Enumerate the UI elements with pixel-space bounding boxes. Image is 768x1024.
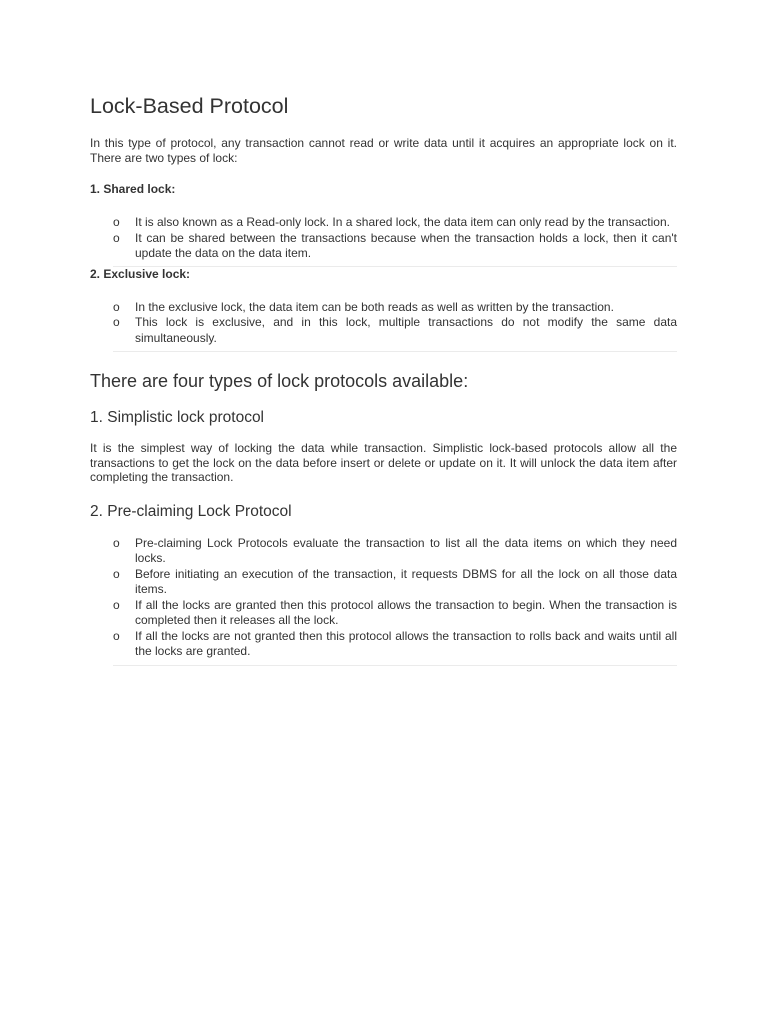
preclaiming-heading: 2. Pre-claiming Lock Protocol (90, 502, 292, 520)
bullet-marker: o (113, 315, 120, 330)
shared-lock-list (90, 215, 677, 262)
bullet-marker: o (113, 299, 120, 314)
exclusive-lock-heading: 2. Exclusive lock: (90, 266, 191, 281)
preclaiming-list (90, 536, 677, 660)
list-item (113, 598, 677, 629)
list-item (113, 629, 677, 660)
list-item-text: It can be shared between the transactions because when the transaction holds a lock, then it can't update the data on the data item. (135, 230, 677, 261)
list-item-text: Pre-claiming Lock Protocols evaluate the transaction to list all the data items on which they need locks. (135, 535, 677, 566)
list-item (113, 300, 677, 316)
simplistic-heading: 1. Simplistic lock protocol (90, 409, 265, 427)
page-title: Lock-Based Protocol (90, 94, 289, 118)
simplistic-paragraph: It is the simplest way of locking the data while transaction. Simplistic lock-based protocols allow all the transactions to get the lock on the data before insert or delete or update on it. It will unlock the data item after completing the transaction. (90, 441, 677, 485)
list-item-text: In the exclusive lock, the data item can be both reads as well as written by the transaction. (135, 299, 614, 314)
list-item (113, 215, 677, 231)
bullet-marker: o (113, 215, 120, 230)
divider (113, 665, 677, 666)
bullet-marker: o (113, 566, 120, 581)
document-content (90, 93, 677, 666)
list-item (113, 231, 677, 262)
intro-paragraph: In this type of protocol, any transaction cannot read or write data until it acquires an appropriate lock on it. There are two types of lock: (90, 136, 677, 165)
bullet-marker: o (113, 597, 120, 612)
list-item-text: If all the locks are not granted then this protocol allows the transaction to rolls back and waits until all the locks are granted. (135, 628, 677, 659)
list-item (113, 315, 677, 346)
shared-lock-heading: 1. Shared lock: (90, 182, 176, 197)
list-item-text: Before initiating an execution of the transaction, it requests DBMS for all the lock on all those data items. (135, 566, 677, 597)
four-types-heading: There are four types of lock protocols available: (90, 371, 469, 392)
list-item-text: It is also known as a Read-only lock. In a shared lock, the data item can only read by the transaction. (135, 215, 670, 230)
list-item-text: This lock is exclusive, and in this lock, multiple transactions do not modify the same data simultaneously. (135, 315, 677, 345)
bullet-marker: o (113, 535, 120, 550)
list-item (113, 536, 677, 567)
exclusive-lock-list (90, 300, 677, 347)
list-item-text: If all the locks are granted then this protocol allows the transaction to begin. When the transaction is completed then it releases all the lock. (135, 597, 677, 628)
bullet-marker: o (113, 628, 120, 643)
list-item (113, 567, 677, 598)
divider (113, 351, 677, 352)
bullet-marker: o (113, 230, 120, 245)
